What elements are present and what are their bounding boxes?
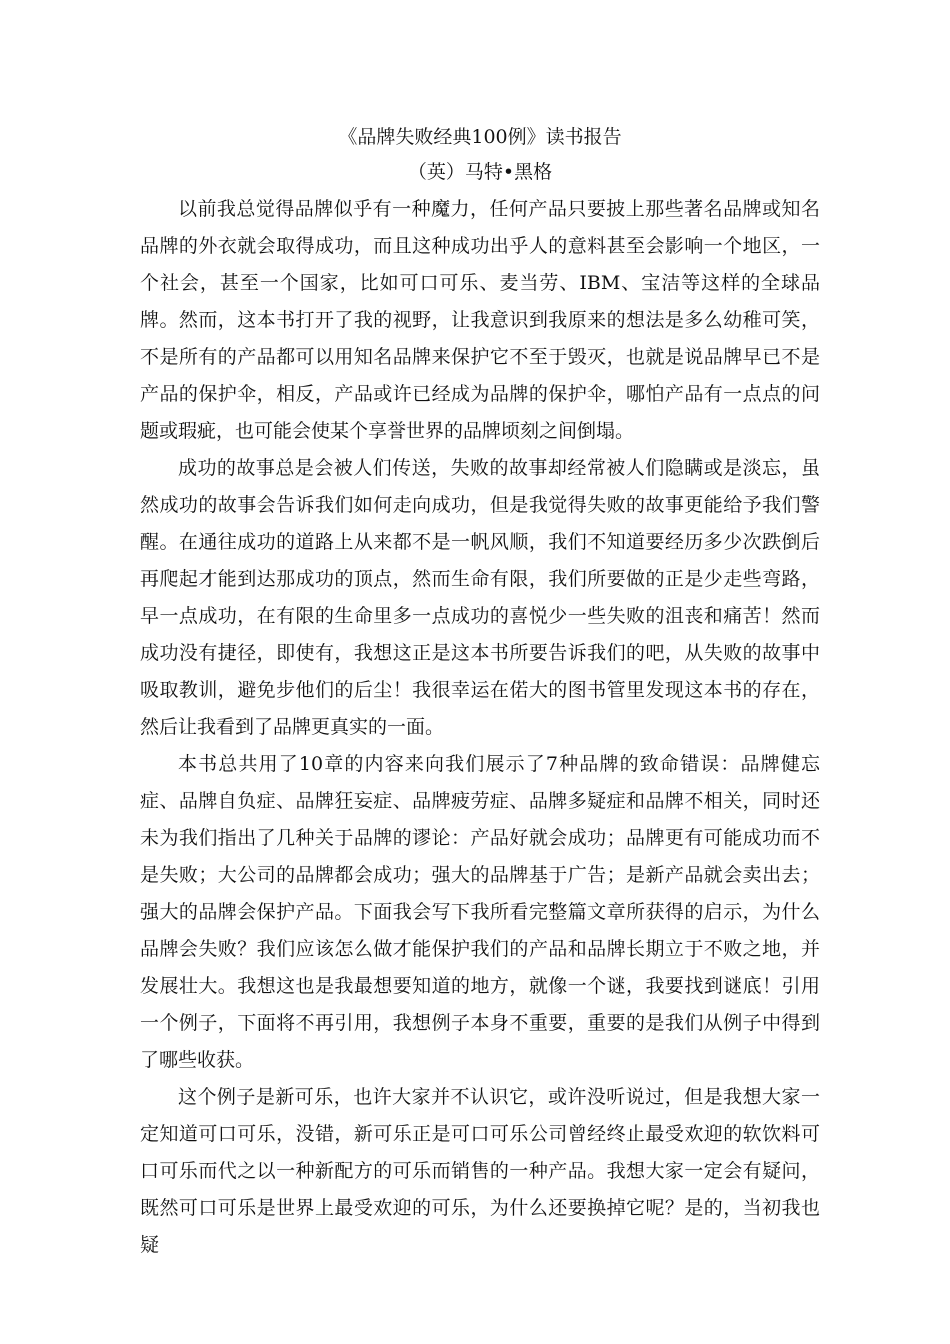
paragraph-3: 本书总共用了10章的内容来向我们展示了7种品牌的致命错误：品牌健忘症、品牌自负症、品牌狂妄症、品牌疲劳症、品牌多疑症和品牌不相关，同时还未为我们指出了几种关于品牌的谬论：产品好就会成功；品牌更有可能成功而不是失败；大公司的品牌都会成功；强大的品牌基于广告；是新产品就会卖出去；强大的品牌会保护产品。下面我会写下我所看完整篇文章所获得的启示，为什么品牌会失败？我们应该怎么做才能保护我们的产品和品牌长期立于不败之地，并发展壮大。我想这也是我最想要知道的地方，就像一个谜，我要找到谜底！引用一个例子，下面将不再引用，我想例子本身不重要，重要的是我们从例子中得到了哪些收获。 (140, 753, 820, 1071)
paragraph-4: 这个例子是新可乐，也许大家并不认识它，或许没听说过，但是我想大家一定知道可口可乐，没错，新可乐正是可口可乐公司曾经终止最受欢迎的软饮料可口可乐而代之以一种新配方的可乐而销售的一种产品。我想大家一定会有疑问，既然可口可乐是世界上最受欢迎的可乐，为什么还要换掉它呢？是的，当初我也疑 (140, 1086, 820, 1256)
paragraph-2: 成功的故事总是会被人们传送，失败的故事却经常被人们隐瞒或是淡忘，虽然成功的故事会告诉我们如何走向成功，但是我觉得失败的故事更能给予我们警醒。在通往成功的道路上从来都不是一帆风顺，我们不知道要经历多少次跌倒后再爬起才能到达那成功的顶点，然而生命有限，我们所要做的正是少走些弯路，早一点成功，在有限的生命里多一点成功的喜悦少一些失败的沮丧和痛苦！然而成功没有捷径，即使有，我想这正是这本书所要告诉我们的吧，从失败的故事中吸取教训，避免步他们的后尘！我很幸运在偌大的图书管里发现这本书的存在，然后让我看到了品牌更真实的一面。 (140, 457, 820, 738)
document-author: （英）马特•黑格 (407, 161, 553, 183)
paragraph-1: 以前我总觉得品牌似乎有一种魔力，任何产品只要披上那些著名品牌或知名品牌的外衣就会取得成功，而且这种成功出乎人的意料甚至会影响一个地区，一个社会，甚至一个国家，比如可口可乐、麦当劳、IBM、宝洁等这样的全球品牌。然而，这本书打开了我的视野，让我意识到我原来的想法是多么幼稚可笑，不是所有的产品都可以用知名品牌来保护它不至于毁灭，也就是说品牌早已不是产品的保护伞，相反，产品或许已经成为品牌的保护伞，哪怕产品有一点点的问题或瑕疵，也可能会使某个享誉世界的品牌顷刻之间倒塌。 (140, 198, 820, 442)
document-body (140, 120, 820, 1264)
document-title: 《品牌失败经典100例》读书报告 (338, 126, 622, 148)
